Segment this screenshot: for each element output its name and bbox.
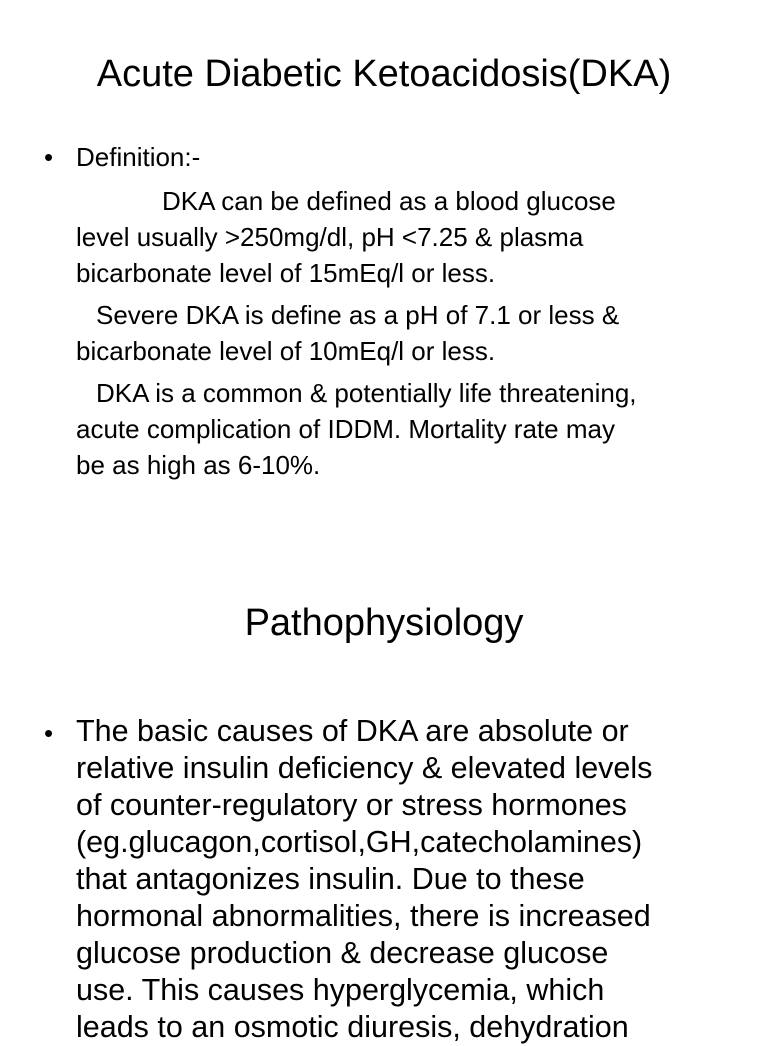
paragraph-line: Severe DKA is define as a pH of 7.1 or less & — [96, 300, 620, 330]
paragraph-line: level usually >250mg/dl, pH <7.25 & plasma — [76, 222, 584, 252]
bullet-marker: • — [44, 718, 54, 748]
bullet-marker: • — [44, 142, 54, 172]
paragraph-line: leads to an osmotic diuresis, dehydration — [76, 1010, 629, 1044]
definition-heading — [76, 139, 746, 175]
definition-heading-text: Definition:- — [76, 142, 201, 172]
paragraph-line: DKA is a common & potentially life threatening, — [96, 378, 637, 408]
complication-paragraph — [76, 375, 746, 483]
paragraph-line: that antagonizes insulin. Due to these — [76, 862, 585, 896]
paragraph-line: bicarbonate level of 15mEq/l or less. — [76, 258, 496, 288]
definition-paragraph — [76, 183, 746, 291]
paragraph-line: The basic causes of DKA are absolute or — [76, 714, 629, 748]
paragraph-line: DKA can be defined as a blood glucose — [162, 186, 616, 216]
paragraph-line: (eg.glucagon,cortisol,GH,catecholamines) — [76, 825, 643, 859]
severe-dka-paragraph — [76, 297, 746, 369]
paragraph-line: be as high as 6-10%. — [76, 450, 321, 480]
paragraph-line: bicarbonate level of 10mEq/l or less. — [76, 336, 496, 366]
slide-title: Acute Diabetic Ketoacidosis(DKA) — [96, 53, 672, 95]
slide-title: Pathophysiology — [244, 602, 524, 644]
paragraph-line: relative insulin deficiency & elevated levels — [76, 751, 653, 785]
paragraph-line: glucose production & decrease glucose — [76, 936, 609, 970]
pathophysiology-paragraph — [76, 713, 746, 1046]
paragraph-line: use. This causes hyperglycemia, which — [76, 973, 605, 1007]
paragraph-line: acute complication of IDDM. Mortality rate may — [76, 414, 615, 444]
paragraph-line: hormonal abnormalities, there is increased — [76, 899, 651, 933]
paragraph-line: of counter-regulatory or stress hormones — [76, 788, 627, 822]
